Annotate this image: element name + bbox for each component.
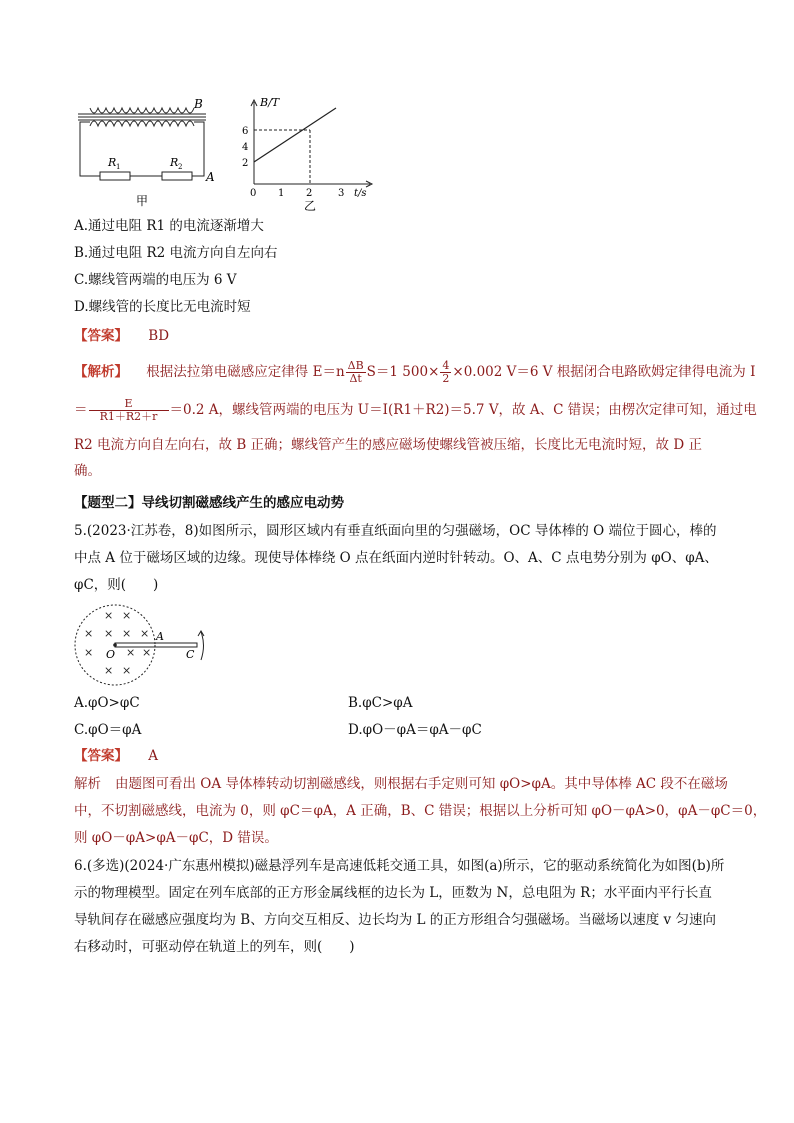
answer-value: BD [148,328,170,344]
q4-option-b: B.通过电阻 R2 电流方向自左向右 [74,245,278,261]
answer-label-q5: 【答案】 [74,748,128,764]
label-A-q5: A [156,630,164,643]
answer-value-q5: A [148,748,159,764]
q5-option-a: A.φO>φC [74,695,140,711]
label-R2: R [170,156,179,169]
solenoid-circuit [78,108,206,180]
frac-dB-dt: $\frac{\Delta B}{\Delta t}$ [347,359,364,385]
svg-text:×: × [104,627,114,640]
q5-options-right [348,690,482,744]
label-O: O [106,648,116,661]
q4-option-c: C.螺线管两端的电压为 6 V [74,272,237,288]
q5-options-left [74,690,141,744]
section-heading: 【题型二】导线切割磁感线产生的感应电动势 [74,495,344,511]
q5-option-c: C.φO＝φA [74,722,142,738]
q4-answer-row [74,323,724,350]
graph-ytick-2: 2 [242,158,249,169]
graph-xtick-0: 0 [250,188,257,199]
graph-xtick-1: 1 [278,188,285,199]
svg-text:×: × [122,664,132,677]
q4-option-a: A.通过电阻 R1 的电流逐渐增大 [74,218,264,234]
answer-label: 【答案】 [74,328,128,344]
label-R1: R [108,156,117,169]
q5-analysis: 解析 由题图可看出 OA 导体棒转动切割磁感线，则根据右手定则可知 φO>φA。其中导体棒 AC 段不在磁场 中，不切割磁感线，电流为 0，则 φC＝φA，A 正确，B、C 错误；根据以上分析可知 φO－φA>0，φA－φC＝0， 则 φO－φA>φA－φC，D 错误。 [74,776,767,846]
q5-stem: 5.(2023·江苏卷，8)如图所示，圆形区域内有垂直纸面向里的匀强磁场，OC 导体棒的 O 端位于圆心，棒的 中点 A 位于磁场区域的边缘。现使导体棒绕 O 点在纸面内逆时针转动。O、A、C 点电势分别为 φO、φA、 φC，则( ) [74,523,718,593]
q4-figure [70,92,390,214]
label-C: C [186,648,195,661]
svg-text:×: × [142,646,152,659]
graph-xlabel: t/s [354,188,367,199]
svg-text:×: × [84,646,94,659]
graph-ylabel: B/T [260,96,280,109]
label-A: A [206,170,215,184]
q4-options [74,213,724,321]
svg-text:×: × [84,627,94,640]
graph-xtick-3: 3 [338,188,345,199]
svg-text:×: × [104,664,114,677]
q5-answer-row [74,743,724,770]
q4-analysis: 【解析】 根据法拉第电磁感应定律得 E＝n $\frac{\Delta B}{\Delta t}$ S＝1 500× $\frac{4}{2}$ ×0.002 V＝6 V 根据闭合电路欧姆定律得电流为 I ＝ $\frac{E}{R1+R2+r}$ ＝0.2 A，螺线管两端的电压为 U＝I(R1＋R2)＝5.7 V，故 A、C 错误；由楞次定律可知，通过电 R2 电流方向自左向右，故 B 正确；螺线管产生的感应磁场使螺线管被压缩，长度比无电流时短，故 D 正 确。 [74,359,757,479]
svg-text:×: × [104,609,114,622]
analysis-label: 【解析】 [74,364,128,380]
q5-option-b: B.φC>φA [348,695,413,711]
q4-option-d: D.螺线管的长度比无电流时短 [74,299,251,315]
label-R1-sub: 1 [116,163,121,171]
bt-line [254,108,336,162]
graph-xtick-2: 2 [306,188,313,199]
svg-text:×: × [122,609,132,622]
svg-text:×: × [140,627,150,640]
q5-option-d: D.φO－φA＝φA－φC [348,722,482,738]
caption-jia: 甲 [136,194,149,208]
caption-yi: 乙 [304,199,317,213]
frac-4-2: $\frac{4}{2}$ [442,359,450,385]
label-B: B [194,97,203,111]
q6-stem: 6.(多选)(2024·广东惠州模拟)磁悬浮列车是高速低耗交通工具，如图(a)所示，它的驱动系统简化为如图(b)所 示的物理模型。固定在列车底部的正方形金属线框的边长为 L，匝数为 N，总电阻为 R；水平面内平行长直 导轨间存在磁感应强度均为 B、方向交互相反、边长均为 L 的正方形组合匀强磁场。当磁场以速度 v 匀速向 右移动时，可驱动停在轨道上的列车，则( ) [74,858,725,955]
svg-text:×: × [126,646,136,659]
frac-current: $\frac{E}{R1+R2+r}$ [89,398,169,423]
svg-text:×: × [122,627,132,640]
analysis-label-q5: 解析 [74,776,101,792]
bt-graph [251,100,372,187]
graph-ytick-6: 6 [242,126,249,137]
graph-ytick-4: 4 [242,142,249,153]
q5-figure [70,600,220,692]
label-R2-sub: 2 [178,163,183,171]
